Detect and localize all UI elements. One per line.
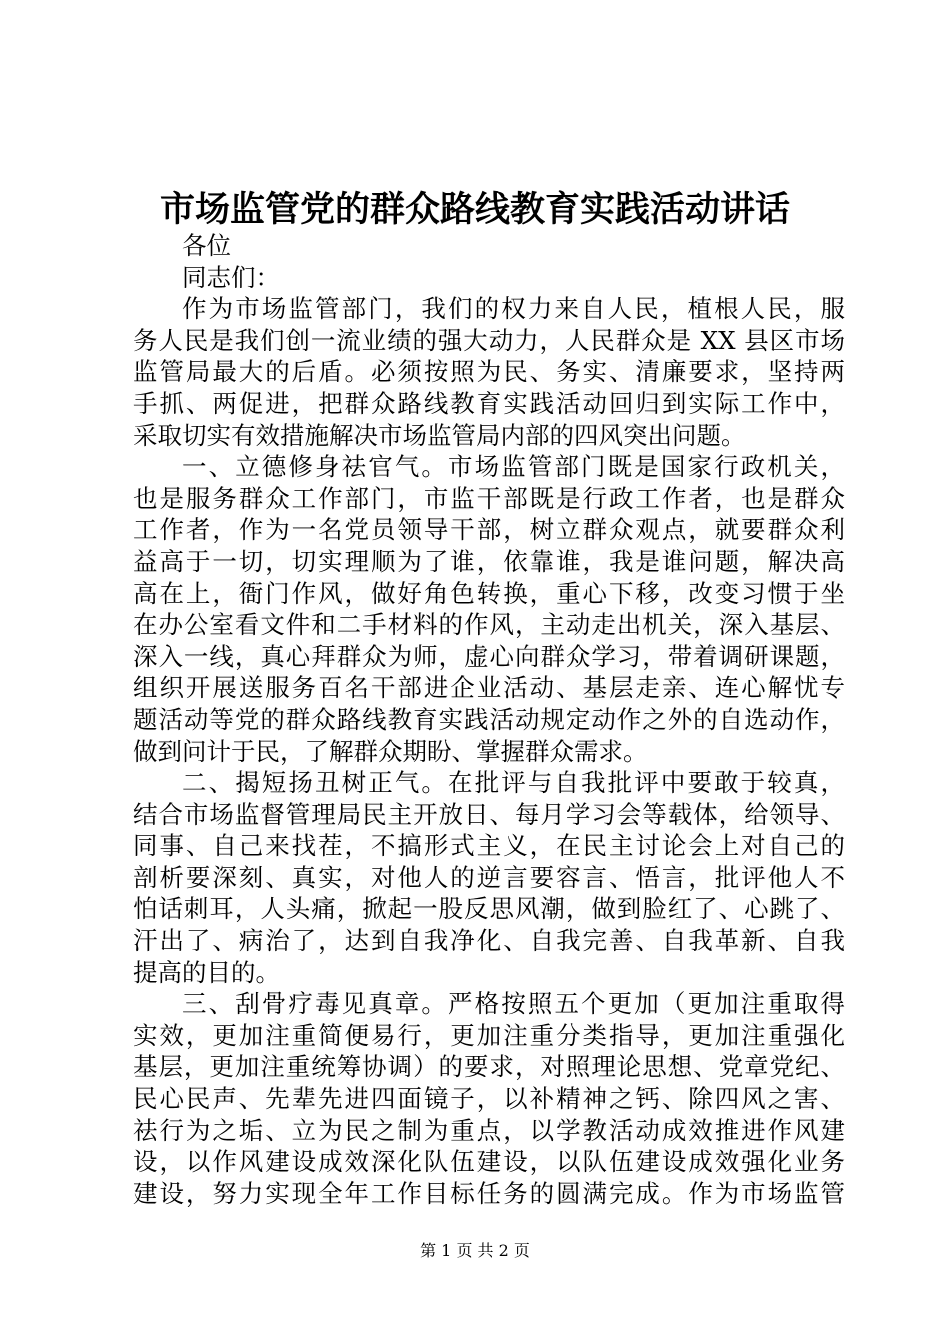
paragraph-line: 怕话刺耳，人头痛，掀起一股反思风潮，做到脸红了、心跳了、: [133, 894, 845, 924]
paragraph-line: 设，以作风建设成效深化队伍建设，以队伍建设成效强化业务: [133, 1147, 845, 1177]
paragraph-line: 二、揭短扬丑树正气。在批评与自我批评中要敢于较真，: [182, 768, 845, 798]
paragraph-line: 也是服务群众工作部门，市监干部既是行政工作者，也是群众: [133, 483, 845, 513]
paragraph-line: 工作者，作为一名党员领导干部，树立群众观点，就要群众利: [133, 515, 845, 545]
page-footer: 第 1 页 共 2 页: [420, 1241, 530, 1260]
paragraph-line: 基层，更加注重统筹协调）的要求，对照理论思想、党章党纪、: [133, 1052, 845, 1082]
paragraph-list: [133, 293, 845, 1209]
paragraph-line: 在办公室看文件和二手材料的作风，主动走出机关，深入基层、: [133, 610, 845, 640]
paragraph-line: 实效，更加注重简便易行，更加注重分类指导，更加注重强化: [133, 1020, 845, 1050]
paragraph-line: 题活动等党的群众路线教育实践活动规定动作之外的自选动作，: [133, 704, 845, 734]
paragraph-line: 建设，努力实现全年工作目标任务的圆满完成。作为市场监管: [133, 1178, 845, 1208]
paragraph-line: 作为市场监管部门，我们的权力来自人民，植根人民，服: [182, 294, 845, 324]
paragraph-line: 监管局最大的后盾。必须按照为民、务实、清廉要求，坚持两: [133, 357, 845, 387]
paragraph-line: 汗出了、病治了，达到自我净化、自我完善、自我革新、自我: [133, 926, 845, 956]
paragraph-line: 组织开展送服务百名干部进企业活动、基层走亲、连心解忧专: [133, 673, 845, 703]
paragraph-line: 益高于一切，切实理顺为了谁，依靠谁，我是谁问题，解决高: [133, 546, 845, 576]
paragraph-line: 剖析要深刻、真实，对他人的逆言要容言、悟言，批评他人不: [133, 862, 845, 892]
paragraph-line: 一、立德修身祛官气。市场监管部门既是国家行政机关，: [182, 452, 845, 482]
paragraph-line: 提高的目的。: [133, 957, 280, 987]
paragraph-line: 同事、自己来找茬，不搞形式主义，在民主讨论会上对自己的: [133, 831, 845, 861]
salutation-line: 各位: [182, 231, 231, 260]
paragraph: [133, 988, 845, 1209]
document-body: [133, 230, 845, 1209]
paragraph-line: 务人民是我们创一流业绩的强大动力，人民群众是 XX 县区市场: [133, 325, 845, 355]
paragraph: [133, 767, 845, 988]
document-title: 市场监管党的群众路线教育实践活动讲话: [159, 189, 790, 230]
paragraph-line: 深入一线，真心拜群众为师，虚心向群众学习，带着调研课题，: [133, 641, 845, 671]
paragraph-line: 民心民声、先辈先进四面镜子，以补精神之钙、除四风之害、: [133, 1084, 845, 1114]
paragraph-line: 手抓、两促进，把群众路线教育实践活动回归到实际工作中，: [133, 388, 845, 418]
paragraph-line: 三、刮骨疗毒见真章。严格按照五个更加（更加注重取得: [182, 989, 845, 1019]
paragraph: [133, 451, 845, 767]
paragraph-line: 结合市场监督管理局民主开放日、每月学习会等载体，给领导、: [133, 799, 845, 829]
salutation-line: 同志们：: [182, 262, 280, 292]
paragraph: [133, 293, 845, 451]
paragraph-line: 高在上，衙门作风，做好角色转换，重心下移，改变习惯于坐: [133, 578, 845, 608]
paragraph-line: 做到问计于民，了解群众期盼、掌握群众需求。: [133, 736, 648, 766]
paragraph-line: 祛行为之垢、立为民之制为重点，以学教活动成效推进作风建: [133, 1115, 845, 1145]
paragraph-line: 采取切实有效措施解决市场监管局内部的四风突出问题。: [133, 420, 746, 450]
